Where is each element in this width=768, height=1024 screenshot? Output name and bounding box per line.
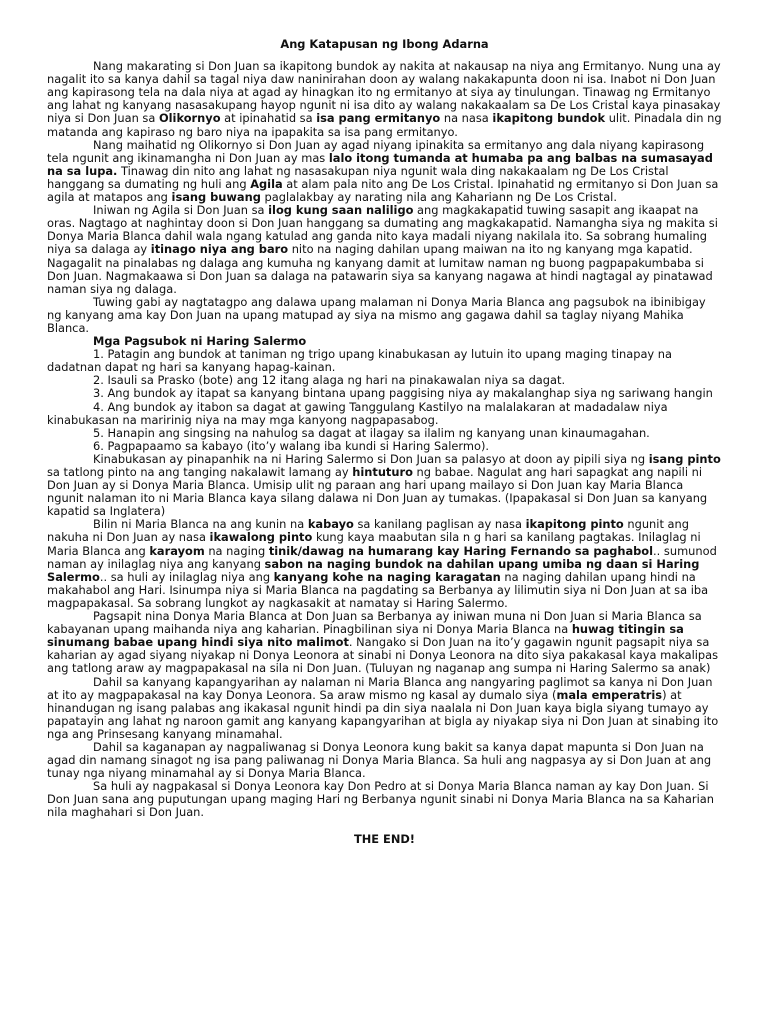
p5-bold-hintuturo: hintuturo <box>352 465 413 479</box>
list-item-6: 6. Pagpapaamo sa kabayo (ito’y walang iba kundi si Haring Salermo). <box>93 438 490 453</box>
p7-text: Pagsapit nina Donya Maria Blanca at Don Juan sa Berbanya ay iniwan muna ni Don Juan si Maria Blanca sa kabayanan upang maihanda niya ang kaharian. Pinagbilinan siya ni Donya Maria Blanca na <box>47 609 702 637</box>
p1-text: at ipinahatid sa <box>220 111 317 126</box>
p1-text: Nang makarating si Don Juan sa ikapitong bundok ay nakita at nakausap na niya ang Ermitanyo. Nung una ay nagalit ito sa kanya dahil sa tagal niya daw naninirahan doon ay walang nakakapunta doon ni isa. Inabot ni Don Juan ang kapirasong tela na dala niya at agad ay hinagkan ito ng ermitanyo at siya ay tinulungan. Tinawag ng Ermitanyo ang lahat ng kanyang nasasakupang hayop ngunit ni isa dito ay walang nakakaalam sa De Los Cristal kaya pinasakay niya si Don Juan sa <box>47 59 721 126</box>
p6-text: na naging dahilan upang hindi na makahabol ang Hari. Isinumpa niya si Maria Blanca na pagdating sa Berbanya ay lilimutin siya ni Don Juan at sa iba magpapakasal. Sa sobrang lungkot ay nagkasakit at namatay si Haring Salermo. <box>47 569 709 610</box>
p2-text: Nang maihatid ng Olikornyo si Don Juan ay agad niyang ipinakita sa ermitanyo ang dala niyang kapirasong tela ngunit ang ikinamangha ni Don Juan ay mas <box>47 137 705 165</box>
paragraph-10: Sa huli ay nagpakasal si Donya Leonora kay Don Pedro at si Donya Maria Blanca naman ay kay Don Juan. Si Don Juan sana ang puputungan upang maging Hari ng Berbanya ngunit sinabi ni Donya Maria Blanca na sa Kaharian nila maghahari si Don Juan. <box>47 779 714 820</box>
paragraph-6 <box>47 518 722 610</box>
p7-bold-huwag-titingin: huwag titingin sa sinumang babae upang hindi siya nito malimot <box>47 622 684 650</box>
p6-text: .. sa huli ay inilaglag niya ang <box>99 569 274 584</box>
p2-bold-balbas: lalo itong tumanda at humaba pa ang balbas na sumasayad na sa lupa. <box>47 150 713 178</box>
p6-text: sa kanilang paglisan ay nasa <box>353 517 526 532</box>
p6-bold-tinik: tinik/dawag na humarang kay Haring Fernando sa paghabol <box>268 543 654 558</box>
paragraph-2 <box>47 139 722 204</box>
section-heading: Mga Pagsubok ni Haring Salermo <box>93 334 307 349</box>
p1-bold-ermitanyo: isa pang ermitanyo <box>316 111 441 126</box>
p6-text: Bilin ni Maria Blanca na ang kunin na <box>93 517 308 532</box>
p3-text: nito na naging dahilan upang maiwan na ito ng kanyang mga kapatid. Nagagalit na pinalabas ng dalaga ang kumuha ng kanyang damit at lumitaw naman ng buong pagpapakumbaba si Don Juan. Nagmakaawa si Don Juan sa dalaga na patawarin siya sa kanyang nagawa at hindi nagtagal ay pinatawad naman siya ng dalaga. <box>47 242 713 296</box>
p6-text: .. sumunod naman ay inilaglag niya ang kanyang <box>47 543 717 571</box>
p5-text: ng babae. Nagulat ang hari sapagkat ang napili ni Don Juan ay si Donya Maria Blanca. Umisip ulit ng paraan ang hari upang mailayo si Don Juan kay Maria Blanca ngunit nalaman ito ni Maria Blanca kaya silang dalawa ni Don Juan ay tumakas. (Ipapakasal si Don Juan sa kanyang kapatid sa Inglatera) <box>47 465 708 519</box>
p1-bold-olikornyo: Olikornyo <box>158 111 221 126</box>
p6-text: na naging <box>204 543 269 558</box>
p8-text: ) at hinandugan ng isang palabas ang ikakasal ngunit hindi pa din siya naalala ni Don Juan kaya bigla siyang tumayo ay papatayin ang lahat ng naroon gamit ang kanyang kapangyarihan at bigla ay niyakap siya ni Don Juan at sinabing ito nga ang Prinsesang kanyang minamahal. <box>47 687 719 741</box>
p8-text: Dahil sa kanyang kapangyarihan ay nalaman ni Maria Blanca ang nangyaring paglimot sa kanya ni Don Juan at ito ay magpapakasal na kay Donya Leonora. Sa araw mismo ng kasal ay dumalo siya ( <box>47 674 713 702</box>
p6-text: kung kaya maabutan sila n g hari sa kanilang pagtakas. Inilaglag ni Maria Blanca ang <box>47 530 701 558</box>
p6-bold-ikawalong-pinto: ikawalong pinto <box>209 530 313 545</box>
p8-bold-emperatris: mala emperatris <box>556 687 663 702</box>
p6-bold-kabayo: kabayo <box>307 517 354 532</box>
list-item-1: 1. Patagin ang bundok at taniman ng trigo upang kinabukasan ay lutuin ito upang maging tinapay na dadatnan dapat ng hari sa kanyang hapag-kainan. <box>47 347 672 375</box>
p5-bold-pinto: isang pinto <box>648 451 721 466</box>
p2-text: at alam pala nito ang De Los Cristal. Ipinahatid ng ermitanyo si Don Juan sa agila at matapos ang <box>47 176 719 205</box>
p3-text: ang magkakapatid tuwing sasapit ang ikaapat na oras. Nagtago at naghintay doon si Don Juan hanggang sa dumating ang magkakapatid. Namangha siya ng makita si Donya Maria Blanca dahil wala ngang katulad ang ganda nito kaya madali niyang nakilala ito. Sa sobrang humaling niya sa dalaga ay <box>47 203 718 257</box>
paragraph-7 <box>47 610 722 675</box>
p6-bold-ikapitong-pinto: ikapitong pinto <box>525 517 624 532</box>
paragraph-3 <box>47 204 722 296</box>
p3-bold-baro: itinago niya ang baro <box>150 242 289 257</box>
paragraph-8 <box>47 676 722 741</box>
end-label: THE END! <box>353 831 415 846</box>
paragraph-9: Dahil sa kaganapan ay nagpaliwanag si Donya Leonora kung bakit sa kanya dapat mapunta si Don Juan na agad din namang sinagot ng isa pang paliwanag ni Donya Maria Blanca. Sa huli ang nagpasya ay si Don Juan at ang tunay nga niyang minamahal ay si Donya Maria Blanca. <box>47 739 712 781</box>
p2-bold-agila: Agila <box>250 176 283 191</box>
p5-text: Kinabukasan ay pinapanhik na ni Haring Salermo si Don Juan sa palasyo at doon ay pipili siya ng <box>93 451 649 466</box>
p6-bold-karayom: karayom <box>149 543 205 558</box>
paragraph-5 <box>47 453 722 518</box>
p1-text: na nasa <box>440 111 493 126</box>
list-item-4: 4. Ang bundok ay itabon sa dagat at gawing Tanggulang Kastilyo na malalakaran at madadalaw niya kinabukasan na maririnig niya na may mga kanyong nagpapasabog. <box>47 399 668 427</box>
list-item-5: 5. Hanapin ang singsing na nahulog sa dagat at ilagay sa ilalim ng kanyang unan kinaumagahan. <box>93 425 650 440</box>
list-item-2: 2. Isauli sa Prasko (bote) ang 12 itang alaga ng hari na pinakawalan niya sa dagat. <box>93 373 566 388</box>
document-title: Ang Katapusan ng Ibong Adarna <box>280 37 489 51</box>
p1-bold-bundok: ikapitong bundok <box>492 111 606 126</box>
p1-text: ulit. Pinadala din ng matanda ang kapiraso ng baro niya na ipapakita sa isa pang ermitanyo. <box>47 111 722 139</box>
p5-text: sa tatlong pinto na ang tanging nakalawit lamang ay <box>47 465 353 479</box>
p6-text: ngunit ang nakuha ni Don Juan ay nasa <box>47 517 689 545</box>
p3-bold-ilog: ilog kung saan naliligo <box>268 203 414 218</box>
paragraph-1 <box>47 60 722 139</box>
p6-bold-kohe: kanyang kohe na naging karagatan <box>273 569 501 584</box>
p3-text: Iniwan ng Agila si Don Juan sa <box>93 203 269 218</box>
p2-text: Tinawag din nito ang lahat ng nasasakupan niya ngunit wala ding nakakaalam ng De Los Cristal hanggang sa dumating ng huli ang <box>47 163 669 191</box>
list-item-3: 3. Ang bundok ay itapat sa kanyang bintana upang paggising niya ay makalanghap siya ng sariwang hangin <box>93 386 713 401</box>
p6-bold-sabon: sabon na naging bundok na dahilan upang umiba ng daan si Haring Salermo <box>47 556 700 584</box>
p2-text: paglalakbay ay narating nila ang Kahariann ng De Los Cristal. <box>260 190 617 205</box>
p7-text: . Nangako si Don Juan na ito’y gagawin ngunit pagsapit niya sa kaharian ay agad siyang niyakap ni Donya Leonora at sinabi ni Donya Leonora na dito siya pakakasal kaya makalipas ang tatlong araw ay magpapakasal na sila ni Don Juan. (Tuluyan ng naganap ang sumpa ni Haring Salermo sa anak) <box>47 635 719 676</box>
paragraph-4: Tuwing gabi ay nagtatagpo ang dalawa upang malaman ni Donya Maria Blanca ang pagsubok na ibinibigay ng kanyang ama kay Don Juan na upang matupad ay siya na mismo ang gagawa dahil sa taglay niyang Mahika Blanca. <box>47 294 706 335</box>
p2-bold-buwang: isang buwang <box>171 190 261 205</box>
